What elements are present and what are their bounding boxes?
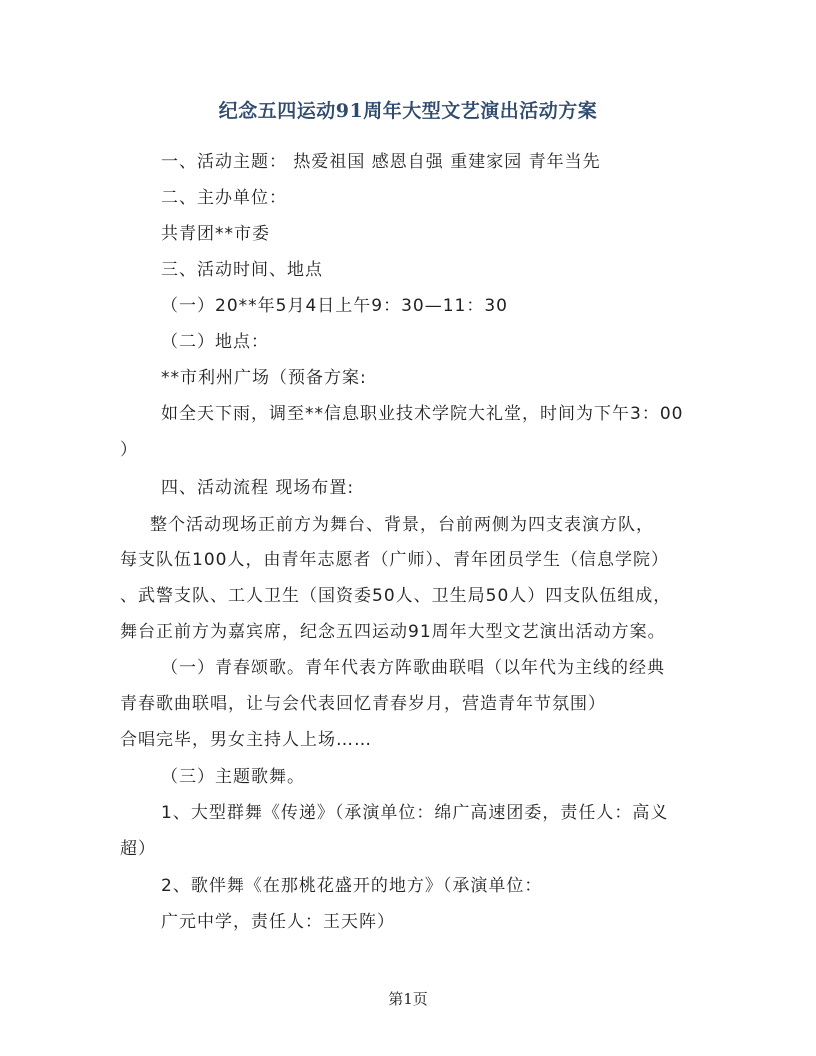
paragraph-youth-song-2: 青春歌曲联唱，让与会代表回忆青春岁月，营造青年节氛围） <box>120 694 606 714</box>
paragraph-time: （一）20**年5月4日上午9：30—11：30 <box>161 296 508 316</box>
paragraph-organizer-heading: 二、主办单位： <box>161 188 287 208</box>
paragraph-time-place-heading: 三、活动时间、地点 <box>161 260 323 280</box>
paragraph-youth-song-1: （一）青春颂歌。青年代表方阵歌曲联唱（以年代为主线的经典 <box>161 658 665 678</box>
paragraph-place-heading: （二）地点： <box>161 332 269 352</box>
paragraph-host-entry: 合唱完毕，男女主持人上场…… <box>120 730 372 750</box>
paragraph-theme-dance-heading: （三）主题歌舞。 <box>161 767 305 787</box>
paragraph-layout-1: 整个活动现场正前方为舞台、背景，台前两侧为四支表演方队， <box>150 515 654 535</box>
paragraph-place: **市利州广场（预备方案: <box>161 368 367 388</box>
paragraph-backup-plan: 如全天下雨，调至**信息职业技术学院大礼堂，时间为下午3：00 <box>161 404 684 424</box>
paragraph-organizer: 共青团**市委 <box>161 224 270 244</box>
paragraph-flow-heading: 四、活动流程 现场布置: <box>161 478 355 498</box>
paragraph-theme: 一、活动主题： 热爱祖国 感恩自强 重建家园 青年当先 <box>161 152 601 172</box>
paragraph-layout-3: 、武警支队、工人卫生（国资委50人、卫生局50人）四支队伍组成， <box>120 586 672 606</box>
paragraph-group-dance: 1、大型群舞《传递》（承演单位：绵广高速团委，责任人：高义 <box>161 803 669 823</box>
paragraph-group-dance-end: 超） <box>120 839 156 859</box>
paragraph-layout-2: 每支队伍100人，由青年志愿者（广师）、青年团员学生（信息学院） <box>120 550 669 570</box>
paragraph-backup-plan-end: ） <box>120 440 138 460</box>
document-title: 纪念五四运动91周年大型文艺演出活动方案 <box>218 100 598 122</box>
paragraph-song-dance-end: 广元中学，责任人：王天阵） <box>161 912 395 932</box>
page-number: 第1页 <box>388 990 428 1008</box>
paragraph-layout-4: 舞台正前方为嘉宾席，纪念五四运动91周年大型文艺演出活动方案。 <box>120 622 666 642</box>
paragraph-song-dance: 2、歌伴舞《在那桃花盛开的地方》（承演单位： <box>161 876 543 896</box>
